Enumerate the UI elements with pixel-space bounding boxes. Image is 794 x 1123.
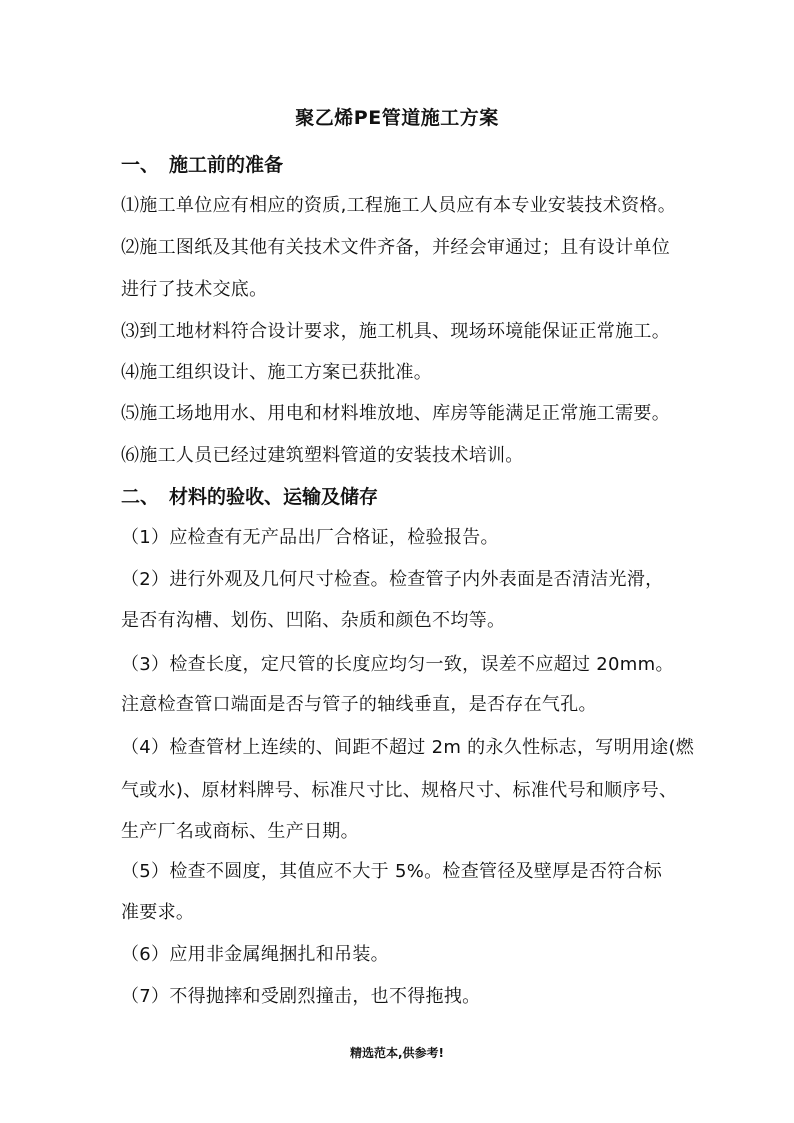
- paragraph-line: ⑹施工人员已经过建筑塑料管道的安装技术培训。: [121, 445, 524, 466]
- paragraph-line: 准要求。: [121, 902, 195, 923]
- paragraph-line: ⑸施工场地用水、用电和材料堆放地、库房等能满足正常施工需要。: [121, 403, 670, 424]
- paragraph-line: ⑶到工地材料符合设计要求，施工机具、现场环境能保证正常施工。: [121, 321, 670, 342]
- paragraph-line: （6）应用非金属绳捆扎和吊装。: [121, 944, 389, 965]
- paragraph-line: 生产厂名或商标、生产日期。: [121, 821, 359, 842]
- section-title: 材料的验收、运输及储存: [169, 486, 379, 508]
- paragraph-line: 进行了技术交底。: [121, 279, 268, 300]
- page-title: 聚乙烯PE管道施工方案: [295, 107, 499, 129]
- paragraph-line: 是否有沟槽、划伤、凹陷、杂质和颜色不均等。: [121, 610, 506, 631]
- page-footer: 精选范本,供参考!: [349, 1046, 445, 1060]
- paragraph-line: 注意检查管口端面是否与管子的轴线垂直，是否存在气孔。: [121, 694, 597, 715]
- section-heading-1: [121, 150, 283, 177]
- paragraph-line: （1）应检查有无产品出厂合格证，检验报告。: [121, 527, 499, 548]
- paragraph-line: ⑷施工组织设计、施工方案已获批准。: [121, 362, 433, 383]
- paragraph-line: （5）检查不圆度，其值应不大于 5%。检查管径及壁厚是否符合标: [121, 861, 663, 882]
- paragraph-line: （3）检查长度，定尺管的长度应均匀一致，误差不应超过 20mm。: [121, 654, 674, 675]
- paragraph-line: （2）进行外观及几何尺寸检查。检查管子内外表面是否清洁光滑，: [121, 569, 664, 590]
- paragraph-line: ⑴施工单位应有相应的资质,工程施工人员应有本专业安装技术资格。: [121, 195, 677, 216]
- paragraph-line: ⑵施工图纸及其他有关技术文件齐备，并经会审通过；且有设计单位: [121, 237, 670, 258]
- paragraph-line: （4）检查管材上连续的、间距不超过 2m 的永久性标志，写明用途(燃: [121, 737, 695, 758]
- section-number: 一、: [121, 154, 160, 176]
- paragraph-line: （7）不得抛摔和受剧烈撞击，也不得拖拽。: [121, 986, 481, 1007]
- paragraph-line: 气或水)、原材料牌号、标准尺寸比、规格尺寸、标准代号和顺序号、: [121, 780, 678, 801]
- section-number: 二、: [121, 486, 160, 508]
- section-heading-2: [121, 482, 378, 509]
- section-title: 施工前的准备: [169, 154, 284, 176]
